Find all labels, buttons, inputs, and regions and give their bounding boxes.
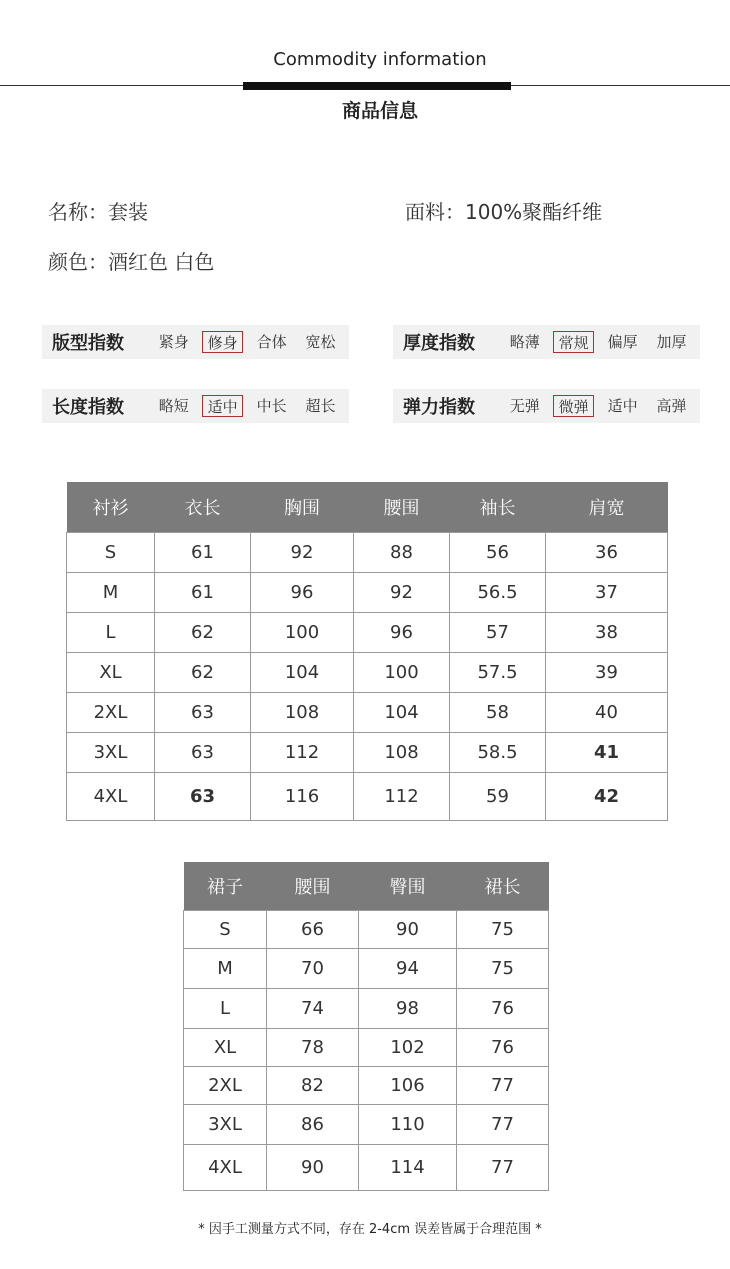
table-cell: 39 bbox=[546, 652, 668, 692]
table-cell: 61 bbox=[155, 572, 251, 612]
thickness-index-label: 厚度指数 bbox=[403, 333, 475, 354]
fit-option: 紧身 bbox=[158, 333, 189, 351]
table-cell: 90 bbox=[359, 910, 457, 948]
table-cell: 37 bbox=[546, 572, 668, 612]
measurement-note: * 因手工测量方式不同，存在 2-4cm 误差皆属于合理范围 * bbox=[198, 1222, 542, 1237]
table-cell: XL bbox=[184, 1028, 267, 1066]
table-cell: 116 bbox=[251, 772, 354, 820]
table-cell: M bbox=[184, 948, 267, 988]
table-cell: 58 bbox=[450, 692, 546, 732]
table-row bbox=[67, 532, 668, 572]
table-cell: L bbox=[184, 988, 267, 1028]
product-color: 颜色：酒红色 白色 bbox=[48, 250, 215, 274]
table-row bbox=[67, 652, 668, 692]
table-cell: 74 bbox=[267, 988, 359, 1028]
table-cell: 110 bbox=[359, 1104, 457, 1144]
table-cell: 2XL bbox=[184, 1066, 267, 1104]
table-cell: 77 bbox=[457, 1066, 549, 1104]
table-cell: 92 bbox=[354, 572, 450, 612]
shirt-table-header-row bbox=[67, 482, 668, 532]
table-row bbox=[184, 910, 549, 948]
table-row bbox=[67, 732, 668, 772]
table-cell: 96 bbox=[251, 572, 354, 612]
table-cell: 75 bbox=[457, 910, 549, 948]
length-index-label: 长度指数 bbox=[52, 397, 124, 418]
section-title-english: Commodity information bbox=[273, 49, 487, 70]
table-cell: L bbox=[67, 612, 155, 652]
elasticity-option-selected: 微弹 bbox=[553, 395, 594, 417]
table-cell: 94 bbox=[359, 948, 457, 988]
table-cell: 77 bbox=[457, 1144, 549, 1190]
table-row bbox=[184, 1104, 549, 1144]
table-cell: M bbox=[67, 572, 155, 612]
table-header-cell: 袖长 bbox=[450, 482, 546, 532]
table-row bbox=[184, 1066, 549, 1104]
table-cell: 66 bbox=[267, 910, 359, 948]
table-row bbox=[184, 988, 549, 1028]
table-header-cell: 腰围 bbox=[354, 482, 450, 532]
table-cell: 62 bbox=[155, 612, 251, 652]
table-cell: 76 bbox=[457, 1028, 549, 1066]
fit-index-row bbox=[42, 325, 349, 359]
length-option: 略短 bbox=[158, 397, 189, 415]
table-cell: 102 bbox=[359, 1028, 457, 1066]
table-cell: 106 bbox=[359, 1066, 457, 1104]
table-cell: S bbox=[184, 910, 267, 948]
table-cell: 104 bbox=[354, 692, 450, 732]
table-cell: 75 bbox=[457, 948, 549, 988]
table-header-cell: 腰围 bbox=[267, 862, 359, 910]
product-fabric: 面料：100%聚酯纤维 bbox=[405, 200, 603, 224]
table-cell: S bbox=[67, 532, 155, 572]
table-row bbox=[67, 572, 668, 612]
fit-option-selected: 修身 bbox=[202, 331, 243, 353]
thickness-option: 略薄 bbox=[509, 333, 540, 351]
table-cell: 36 bbox=[546, 532, 668, 572]
table-cell: 63 bbox=[155, 772, 251, 820]
table-cell: 61 bbox=[155, 532, 251, 572]
elasticity-index-row bbox=[393, 389, 700, 423]
table-cell: 114 bbox=[359, 1144, 457, 1190]
table-cell: XL bbox=[67, 652, 155, 692]
table-row bbox=[184, 948, 549, 988]
product-name: 名称：套装 bbox=[48, 200, 148, 224]
table-cell: 112 bbox=[354, 772, 450, 820]
table-header-cell: 臀围 bbox=[359, 862, 457, 910]
table-cell: 112 bbox=[251, 732, 354, 772]
thickness-option-selected: 常规 bbox=[553, 331, 594, 353]
table-header-cell: 衬衫 bbox=[67, 482, 155, 532]
table-header-cell: 衣长 bbox=[155, 482, 251, 532]
fit-index-label: 版型指数 bbox=[52, 333, 124, 354]
table-cell: 100 bbox=[251, 612, 354, 652]
table-cell: 77 bbox=[457, 1104, 549, 1144]
table-cell: 92 bbox=[251, 532, 354, 572]
table-cell: 42 bbox=[546, 772, 668, 820]
table-cell: 59 bbox=[450, 772, 546, 820]
elasticity-index-label: 弹力指数 bbox=[403, 397, 475, 418]
table-cell: 78 bbox=[267, 1028, 359, 1066]
table-cell: 57.5 bbox=[450, 652, 546, 692]
table-cell: 70 bbox=[267, 948, 359, 988]
elasticity-option: 高弹 bbox=[656, 397, 687, 415]
table-cell: 57 bbox=[450, 612, 546, 652]
table-row bbox=[67, 692, 668, 732]
shirt-size-table bbox=[66, 482, 668, 821]
fit-option: 宽松 bbox=[305, 333, 336, 351]
thickness-index-row bbox=[393, 325, 700, 359]
table-row bbox=[67, 772, 668, 820]
table-cell: 63 bbox=[155, 692, 251, 732]
table-cell: 56 bbox=[450, 532, 546, 572]
table-cell: 58.5 bbox=[450, 732, 546, 772]
fit-option: 合体 bbox=[256, 333, 287, 351]
table-cell: 86 bbox=[267, 1104, 359, 1144]
table-cell: 4XL bbox=[67, 772, 155, 820]
elasticity-option: 适中 bbox=[607, 397, 638, 415]
table-cell: 2XL bbox=[67, 692, 155, 732]
table-row bbox=[67, 612, 668, 652]
table-header-cell: 肩宽 bbox=[546, 482, 668, 532]
table-header-cell: 胸围 bbox=[251, 482, 354, 532]
length-index-row bbox=[42, 389, 349, 423]
elasticity-option: 无弹 bbox=[509, 397, 540, 415]
table-cell: 76 bbox=[457, 988, 549, 1028]
thickness-option: 加厚 bbox=[656, 333, 687, 351]
thickness-option: 偏厚 bbox=[607, 333, 638, 351]
table-cell: 90 bbox=[267, 1144, 359, 1190]
header-accent-bar bbox=[243, 82, 511, 90]
table-cell: 100 bbox=[354, 652, 450, 692]
table-row bbox=[184, 1144, 549, 1190]
skirt-size-table bbox=[183, 862, 549, 1191]
table-cell: 96 bbox=[354, 612, 450, 652]
table-row bbox=[184, 1028, 549, 1066]
table-cell: 108 bbox=[251, 692, 354, 732]
length-option-selected: 适中 bbox=[202, 395, 243, 417]
table-cell: 4XL bbox=[184, 1144, 267, 1190]
table-cell: 3XL bbox=[184, 1104, 267, 1144]
length-option: 中长 bbox=[256, 397, 287, 415]
table-cell: 3XL bbox=[67, 732, 155, 772]
table-cell: 88 bbox=[354, 532, 450, 572]
table-cell: 104 bbox=[251, 652, 354, 692]
length-option: 超长 bbox=[305, 397, 336, 415]
table-cell: 40 bbox=[546, 692, 668, 732]
table-cell: 38 bbox=[546, 612, 668, 652]
section-title-chinese: 商品信息 bbox=[341, 100, 418, 122]
table-cell: 63 bbox=[155, 732, 251, 772]
table-header-cell: 裙子 bbox=[184, 862, 267, 910]
table-header-cell: 裙长 bbox=[457, 862, 549, 910]
table-cell: 98 bbox=[359, 988, 457, 1028]
skirt-table-header-row bbox=[184, 862, 549, 910]
table-cell: 108 bbox=[354, 732, 450, 772]
table-cell: 62 bbox=[155, 652, 251, 692]
table-cell: 41 bbox=[546, 732, 668, 772]
table-cell: 82 bbox=[267, 1066, 359, 1104]
table-cell: 56.5 bbox=[450, 572, 546, 612]
